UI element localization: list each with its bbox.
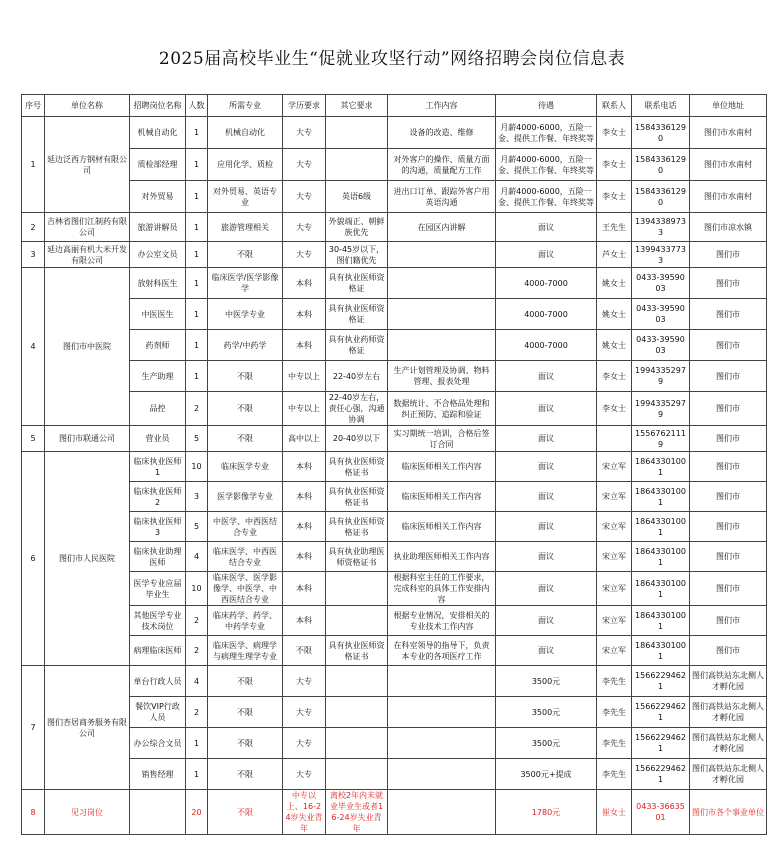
employer-address: 图们市 — [690, 361, 767, 392]
employer-address: 图们高铁站东北侧人才孵化园 — [690, 759, 767, 790]
compensation: 面议 — [496, 606, 597, 636]
job-duties — [388, 697, 496, 728]
employer-address: 图们市 — [690, 392, 767, 426]
other-requirements: 具有执业医师资格证书 — [326, 512, 388, 542]
contact-person: 王先生 — [597, 213, 632, 242]
contact-person: 李女士 — [597, 392, 632, 426]
job-duties: 执业助理医师相关工作内容 — [388, 542, 496, 572]
headcount: 1 — [186, 268, 208, 299]
major: 不限 — [208, 392, 283, 426]
education: 本科 — [283, 542, 326, 572]
major: 不限 — [208, 361, 283, 392]
employer-name: 延边泛西方钢材有限公司 — [45, 117, 130, 213]
compensation: 面议 — [496, 213, 597, 242]
other-requirements: 具有执业医师资格证书 — [326, 636, 388, 666]
education: 大专 — [283, 759, 326, 790]
job-duties: 设备的改造、维修 — [388, 117, 496, 149]
other-requirements — [326, 149, 388, 181]
row-number: 1 — [22, 117, 45, 213]
employer-address: 图们市 — [690, 242, 767, 268]
position-name: 品控 — [130, 392, 186, 426]
contact-person: 芦女士 — [597, 242, 632, 268]
position-name: 营业员 — [130, 426, 186, 452]
headcount: 10 — [186, 452, 208, 482]
compensation: 面议 — [496, 636, 597, 666]
header-cell: 单位地址 — [690, 95, 767, 117]
header-cell: 联系人 — [597, 95, 632, 117]
contact-person — [597, 426, 632, 452]
major: 对外贸易、英语专业 — [208, 181, 283, 213]
headcount: 2 — [186, 636, 208, 666]
position-name: 病理临床医师 — [130, 636, 186, 666]
header-cell: 工作内容 — [388, 95, 496, 117]
major: 不限 — [208, 790, 283, 835]
other-requirements: 具有执业助理医师资格证书 — [326, 542, 388, 572]
header-cell: 其它要求 — [326, 95, 388, 117]
employer-name: 图们市人民医院 — [45, 452, 130, 666]
compensation: 面议 — [496, 482, 597, 512]
headcount: 1 — [186, 299, 208, 330]
major: 不限 — [208, 666, 283, 697]
compensation: 1780元 — [496, 790, 597, 835]
major: 不限 — [208, 242, 283, 268]
education: 本科 — [283, 482, 326, 512]
table-row — [22, 728, 767, 759]
education: 本科 — [283, 452, 326, 482]
employer-address: 图们高铁站东北侧人才孵化园 — [690, 666, 767, 697]
job-duties: 在科室领导的指导下，负责本专业的各项医疗工作 — [388, 636, 496, 666]
contact-phone: 13943389733 — [632, 213, 690, 242]
table-row — [22, 117, 767, 149]
employer-address: 图们市水南村 — [690, 181, 767, 213]
position-name: 临床执业医师2 — [130, 482, 186, 512]
other-requirements: 离校2年内未就业毕业生或者16-24岁失业青年 — [326, 790, 388, 835]
education: 大专 — [283, 242, 326, 268]
compensation: 3500元 — [496, 728, 597, 759]
contact-person: 李女士 — [597, 361, 632, 392]
job-duties — [388, 299, 496, 330]
employer-name: 见习岗位 — [45, 790, 130, 835]
job-duties — [388, 330, 496, 361]
contact-person: 李先生 — [597, 728, 632, 759]
employer-address: 图们市 — [690, 452, 767, 482]
employer-address: 图们市 — [690, 636, 767, 666]
major: 药学/中药学 — [208, 330, 283, 361]
major: 中医学、中西医结合专业 — [208, 512, 283, 542]
other-requirements: 具有执业药师资格证 — [326, 330, 388, 361]
contact-phone: 0433-3959003 — [632, 268, 690, 299]
table-row — [22, 181, 767, 213]
header-cell: 所需专业 — [208, 95, 283, 117]
employer-address: 图们市 — [690, 542, 767, 572]
position-name: 办公室文员 — [130, 242, 186, 268]
contact-phone: 0433-3959003 — [632, 299, 690, 330]
other-requirements — [326, 117, 388, 149]
position-name: 单台行政人员 — [130, 666, 186, 697]
row-number: 4 — [22, 268, 45, 426]
header-cell: 待遇 — [496, 95, 597, 117]
row-number: 6 — [22, 452, 45, 666]
education: 本科 — [283, 572, 326, 606]
major: 应用化学、质检 — [208, 149, 283, 181]
table-row — [22, 759, 767, 790]
education: 大专 — [283, 149, 326, 181]
table-row — [22, 572, 767, 606]
contact-phone: 0433-3959003 — [632, 330, 690, 361]
job-duties — [388, 242, 496, 268]
contact-phone: 15662294621 — [632, 759, 690, 790]
headcount: 4 — [186, 666, 208, 697]
contact-phone: 0433-3663501 — [632, 790, 690, 835]
other-requirements — [326, 697, 388, 728]
contact-person: 崔女士 — [597, 790, 632, 835]
position-name: 医学专业应届毕业生 — [130, 572, 186, 606]
employer-name: 延边高丽有机大米开发有限公司 — [45, 242, 130, 268]
table-row — [22, 452, 767, 482]
headcount: 1 — [186, 330, 208, 361]
headcount: 3 — [186, 482, 208, 512]
contact-phone: 15843361290 — [632, 149, 690, 181]
position-name — [130, 790, 186, 835]
headcount: 1 — [186, 149, 208, 181]
compensation: 月薪4000-6000，五险一金、提供工作餐、年终奖等 — [496, 117, 597, 149]
contact-phone: 15843361290 — [632, 181, 690, 213]
contact-phone: 18643301001 — [632, 512, 690, 542]
compensation: 面议 — [496, 542, 597, 572]
education: 大专 — [283, 697, 326, 728]
major: 不限 — [208, 728, 283, 759]
position-name: 机械自动化 — [130, 117, 186, 149]
table-row — [22, 666, 767, 697]
contact-phone: 15843361290 — [632, 117, 690, 149]
job-duties: 临床医师相关工作内容 — [388, 452, 496, 482]
compensation: 面议 — [496, 392, 597, 426]
table-row — [22, 299, 767, 330]
table-row — [22, 426, 767, 452]
contact-phone: 18643301001 — [632, 542, 690, 572]
job-duties: 根据专业情况，安排相关的专业技术工作内容 — [388, 606, 496, 636]
contact-phone: 13994337733 — [632, 242, 690, 268]
major: 临床医学、医学影像学、中医学、中西医结合专业 — [208, 572, 283, 606]
job-duties: 进出口订单、跟踪外客户用英语沟通 — [388, 181, 496, 213]
table-row — [22, 512, 767, 542]
compensation: 面议 — [496, 452, 597, 482]
contact-phone: 18643301001 — [632, 572, 690, 606]
education: 大专 — [283, 666, 326, 697]
major: 不限 — [208, 759, 283, 790]
headcount: 1 — [186, 728, 208, 759]
major: 不限 — [208, 426, 283, 452]
employer-address: 图们市各个事业单位 — [690, 790, 767, 835]
job-duties: 数据统计、不合格品处理和纠正预防、追踪和验证 — [388, 392, 496, 426]
job-duties: 临床医师相关工作内容 — [388, 512, 496, 542]
major: 中医学专业 — [208, 299, 283, 330]
position-name: 临床执业医师1 — [130, 452, 186, 482]
employer-address: 图们市 — [690, 268, 767, 299]
headcount: 2 — [186, 606, 208, 636]
table-row — [22, 697, 767, 728]
job-duties — [388, 728, 496, 759]
other-requirements — [326, 759, 388, 790]
job-duties: 对外客户的操作、质量方面的沟通，质量配方工作 — [388, 149, 496, 181]
education: 本科 — [283, 268, 326, 299]
education: 中专以上、16-24岁失业青年 — [283, 790, 326, 835]
contact-person: 李女士 — [597, 149, 632, 181]
employer-address: 图们高铁站东北侧人才孵化园 — [690, 728, 767, 759]
row-number: 3 — [22, 242, 45, 268]
major: 临床药学、药学、中药学专业 — [208, 606, 283, 636]
contact-person: 李先生 — [597, 666, 632, 697]
other-requirements — [326, 666, 388, 697]
header-cell: 单位名称 — [45, 95, 130, 117]
compensation: 面议 — [496, 512, 597, 542]
education: 高中以上 — [283, 426, 326, 452]
education: 大专 — [283, 213, 326, 242]
position-name: 销售经理 — [130, 759, 186, 790]
compensation: 4000-7000 — [496, 268, 597, 299]
position-name: 放射科医生 — [130, 268, 186, 299]
table-row — [22, 242, 767, 268]
job-duties — [388, 666, 496, 697]
position-name: 对外贸易 — [130, 181, 186, 213]
position-name: 生产助理 — [130, 361, 186, 392]
job-duties: 生产计划管理及协调、物料管理、报表处理 — [388, 361, 496, 392]
contact-person: 宋立军 — [597, 452, 632, 482]
other-requirements: 英语6级 — [326, 181, 388, 213]
contact-phone: 19943352979 — [632, 392, 690, 426]
headcount: 5 — [186, 426, 208, 452]
contact-person: 宋立军 — [597, 482, 632, 512]
table-row — [22, 268, 767, 299]
compensation: 3500元 — [496, 666, 597, 697]
headcount: 1 — [186, 759, 208, 790]
job-duties — [388, 268, 496, 299]
job-duties — [388, 790, 496, 835]
other-requirements: 具有执业医师资格证书 — [326, 452, 388, 482]
employer-address: 图们市水南村 — [690, 149, 767, 181]
major: 不限 — [208, 697, 283, 728]
position-name: 其他医学专业技术岗位 — [130, 606, 186, 636]
contact-person: 姚女士 — [597, 299, 632, 330]
employer-address: 图们市 — [690, 572, 767, 606]
contact-phone: 18643301001 — [632, 606, 690, 636]
major: 临床医学/医学影像学 — [208, 268, 283, 299]
job-duties: 临床医师相关工作内容 — [388, 482, 496, 512]
position-name: 质检部经理 — [130, 149, 186, 181]
headcount: 1 — [186, 213, 208, 242]
education: 本科 — [283, 606, 326, 636]
position-name: 中医医生 — [130, 299, 186, 330]
header-cell: 序号 — [22, 95, 45, 117]
table-row — [22, 392, 767, 426]
table-row — [22, 149, 767, 181]
major: 临床医学专业 — [208, 452, 283, 482]
employer-address: 图们市 — [690, 299, 767, 330]
contact-person: 姚女士 — [597, 268, 632, 299]
contact-phone: 15662294621 — [632, 728, 690, 759]
compensation: 面议 — [496, 572, 597, 606]
other-requirements: 22-40岁左右，责任心强，沟通协调 — [326, 392, 388, 426]
position-name: 临床执业医师3 — [130, 512, 186, 542]
headcount: 2 — [186, 697, 208, 728]
row-number: 2 — [22, 213, 45, 242]
headcount: 1 — [186, 117, 208, 149]
job-duties: 在园区内讲解 — [388, 213, 496, 242]
compensation: 面议 — [496, 361, 597, 392]
headcount: 1 — [186, 181, 208, 213]
other-requirements: 具有执业医师资格证 — [326, 299, 388, 330]
education: 本科 — [283, 512, 326, 542]
contact-person: 李女士 — [597, 117, 632, 149]
table-row-highlighted — [22, 790, 767, 835]
header-cell: 联系电话 — [632, 95, 690, 117]
education: 不限 — [283, 636, 326, 666]
major: 旅游管理相关 — [208, 213, 283, 242]
employer-name: 图们市中医院 — [45, 268, 130, 426]
position-name: 药剂师 — [130, 330, 186, 361]
education: 本科 — [283, 299, 326, 330]
page-title: 2025届高校毕业生“促就业攻坚行动”网络招聘会岗位信息表 — [158, 49, 626, 69]
job-duties: 实习期统一培训，合格后签订合同 — [388, 426, 496, 452]
contact-person: 宋立军 — [597, 512, 632, 542]
position-name: 旅游讲解员 — [130, 213, 186, 242]
employer-name: 图们杏居商务服务有限公司 — [45, 666, 130, 790]
contact-person: 李先生 — [597, 697, 632, 728]
education: 大专 — [283, 117, 326, 149]
table-row — [22, 636, 767, 666]
other-requirements: 具有执业医师资格证 — [326, 268, 388, 299]
contact-phone: 15662294621 — [632, 666, 690, 697]
contact-phone: 18643301001 — [632, 482, 690, 512]
employer-address: 图们市 — [690, 606, 767, 636]
other-requirements: 具有执业医师资格证书 — [326, 482, 388, 512]
contact-person: 宋立军 — [597, 636, 632, 666]
major: 机械自动化 — [208, 117, 283, 149]
employer-address: 图们市 — [690, 512, 767, 542]
contact-person: 宋立军 — [597, 606, 632, 636]
other-requirements — [326, 728, 388, 759]
table-header-row — [22, 95, 767, 117]
education: 中专以上 — [283, 392, 326, 426]
job-listing-table — [21, 94, 767, 835]
compensation: 面议 — [496, 242, 597, 268]
other-requirements: 20-40岁以下 — [326, 426, 388, 452]
contact-phone: 18643301001 — [632, 452, 690, 482]
row-number: 5 — [22, 426, 45, 452]
position-name: 临床执业助理医师 — [130, 542, 186, 572]
employer-address: 图们市 — [690, 426, 767, 452]
other-requirements: 30-45岁以下，图们籍优先 — [326, 242, 388, 268]
major: 临床医学、中西医结合专业 — [208, 542, 283, 572]
employer-address: 图们市 — [690, 482, 767, 512]
employer-address: 图们市水南村 — [690, 117, 767, 149]
employer-name: 吉林省图们江制药有限公司 — [45, 213, 130, 242]
table-row — [22, 542, 767, 572]
table-row — [22, 330, 767, 361]
table-row — [22, 213, 767, 242]
job-duties — [388, 759, 496, 790]
employer-address: 图们高铁站东北侧人才孵化园 — [690, 697, 767, 728]
header-cell: 招聘岗位名称 — [130, 95, 186, 117]
headcount: 1 — [186, 361, 208, 392]
education: 大专 — [283, 181, 326, 213]
headcount: 20 — [186, 790, 208, 835]
headcount: 4 — [186, 542, 208, 572]
major: 临床医学、病理学与病理生理学专业 — [208, 636, 283, 666]
education: 中专以上 — [283, 361, 326, 392]
compensation: 月薪4000-6000，五险一金、提供工作餐、年终奖等 — [496, 149, 597, 181]
position-name: 餐饮VIP行政人员 — [130, 697, 186, 728]
headcount: 2 — [186, 392, 208, 426]
table-row — [22, 361, 767, 392]
row-number: 7 — [22, 666, 45, 790]
table-row — [22, 606, 767, 636]
major: 医学影像学专业 — [208, 482, 283, 512]
contact-phone: 19943352979 — [632, 361, 690, 392]
job-duties: 根据科室主任的工作要求，完成科室的具体工作安排内容 — [388, 572, 496, 606]
compensation: 4000-7000 — [496, 299, 597, 330]
contact-person: 宋立军 — [597, 572, 632, 606]
header-cell: 学历要求 — [283, 95, 326, 117]
contact-person: 宋立军 — [597, 542, 632, 572]
contact-phone: 15567621119 — [632, 426, 690, 452]
contact-person: 李先生 — [597, 759, 632, 790]
position-name: 办公综合文员 — [130, 728, 186, 759]
header-cell: 人数 — [186, 95, 208, 117]
contact-person: 李女士 — [597, 181, 632, 213]
contact-phone: 15662294621 — [632, 697, 690, 728]
headcount: 10 — [186, 572, 208, 606]
education: 大专 — [283, 728, 326, 759]
headcount: 1 — [186, 242, 208, 268]
compensation: 月薪4000-6000，五险一金、提供工作餐、年终奖等 — [496, 181, 597, 213]
employer-address: 图们市 — [690, 330, 767, 361]
compensation: 面议 — [496, 426, 597, 452]
row-number: 8 — [22, 790, 45, 835]
other-requirements: 外貌端正、朝鲜族优先 — [326, 213, 388, 242]
other-requirements: 22-40岁左右 — [326, 361, 388, 392]
contact-person: 姚女士 — [597, 330, 632, 361]
employer-name: 图们市联通公司 — [45, 426, 130, 452]
compensation: 3500元+提成 — [496, 759, 597, 790]
education: 本科 — [283, 330, 326, 361]
table-row — [22, 482, 767, 512]
employer-address: 图们市凉水镇 — [690, 213, 767, 242]
other-requirements — [326, 606, 388, 636]
other-requirements — [326, 572, 388, 606]
headcount: 5 — [186, 512, 208, 542]
contact-phone: 18643301001 — [632, 636, 690, 666]
compensation: 4000-7000 — [496, 330, 597, 361]
compensation: 3500元 — [496, 697, 597, 728]
